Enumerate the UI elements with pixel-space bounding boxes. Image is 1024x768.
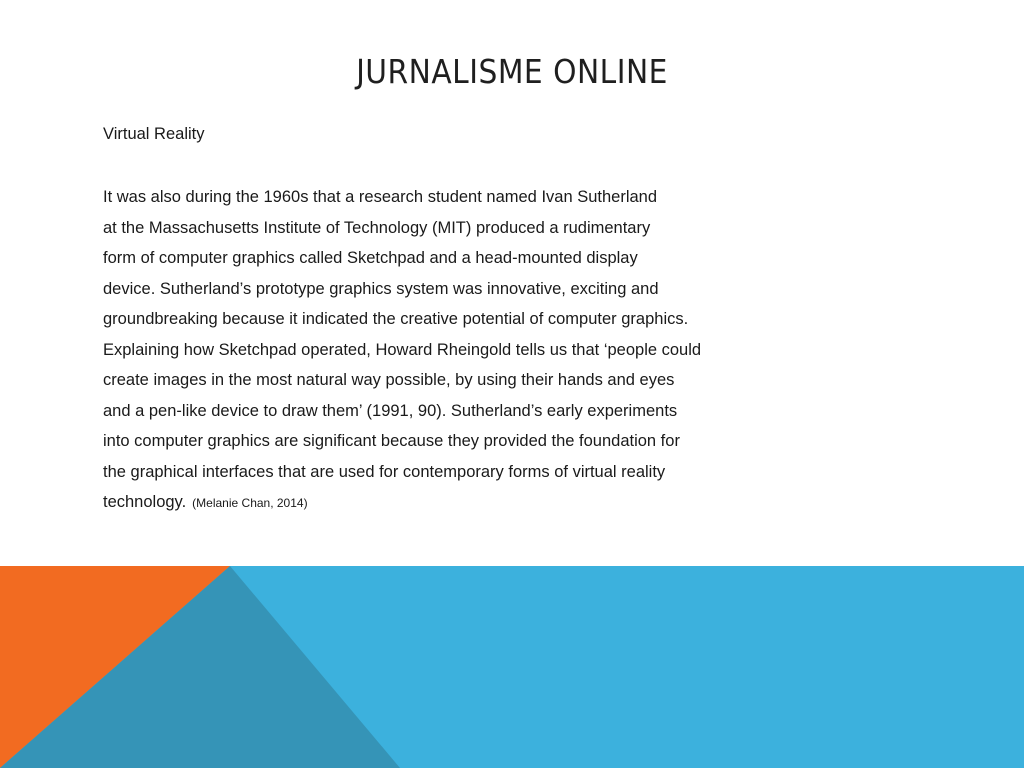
highlight-ivan-sutherland: Ivan Sutherland: [541, 188, 658, 206]
body-line: create images in the most natural way possible, by using their hands and eyes: [103, 371, 675, 389]
slide-subtitle: Virtual Reality: [103, 125, 205, 143]
body-line-last: technology. (Melanie Chan, 2014): [103, 493, 308, 511]
highlight-sketchpad: Sketchpad: [218, 340, 297, 359]
body-line: and a pen-like device to draw them’ (1991, 90). Sutherland’s early experiments: [103, 401, 678, 420]
body-line: form of computer graphics called Sketchpad and a head-mounted display: [103, 249, 638, 267]
body-line: groundbreaking because it indicated the creative potential of computer graphics.: [103, 310, 689, 328]
body-line: into computer graphics are significant because they provided the foundation for: [103, 432, 680, 450]
body-line: Explaining how Sketchpad operated, Howard Rheingold tells us that ‘people could: [103, 340, 702, 359]
body-line: at the Massachusetts Institute of Technology (MIT) produced a rudimentary: [103, 218, 651, 237]
body-line: device. Sutherland’s prototype graphics system was innovative, exciting and: [103, 279, 659, 298]
slide-title: JURNALISME ONLINE: [356, 52, 668, 91]
body-paragraph: [103, 182, 823, 519]
body-line: It was also during the 1960s that a research student named Ivan Sutherland: [103, 188, 658, 206]
citation: (Melanie Chan, 2014): [192, 496, 308, 510]
body-line: the graphical interfaces that are used for contemporary forms of virtual reality: [103, 462, 666, 481]
footer-decoration: [0, 566, 1024, 768]
